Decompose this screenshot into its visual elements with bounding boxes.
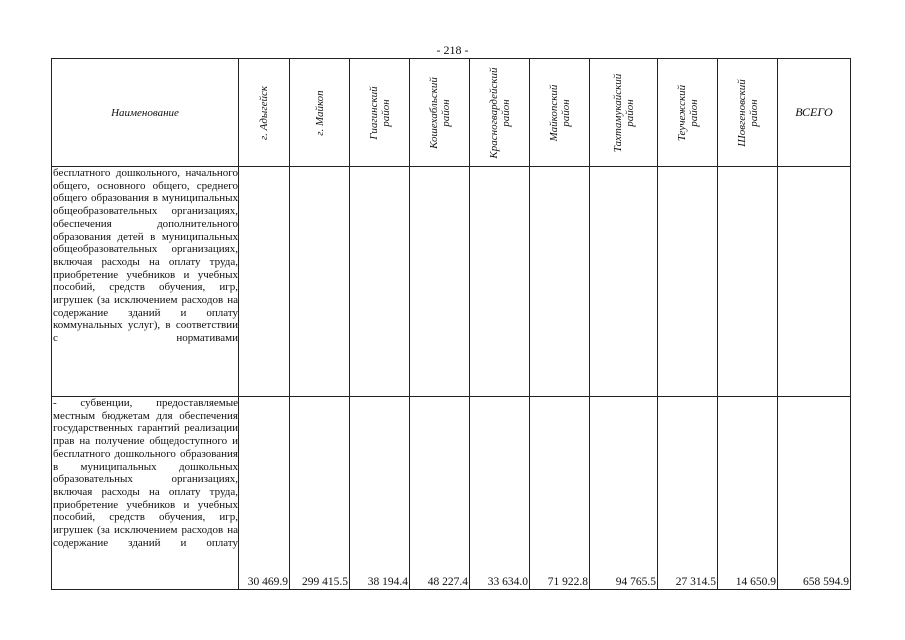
table-row	[52, 167, 851, 397]
column-header-takhtamukaysky	[590, 59, 658, 167]
column-header-label: г. Адыгейск	[258, 85, 270, 140]
table-cell	[470, 167, 530, 397]
table-cell: 94 765.5	[590, 397, 658, 590]
budget-table	[51, 58, 851, 590]
table-cell	[718, 167, 778, 397]
table-cell	[590, 167, 658, 397]
column-header-label: Майкопский район	[547, 84, 572, 141]
table-cell-total	[778, 167, 851, 397]
header-row	[52, 59, 851, 167]
table-cell	[290, 167, 350, 397]
row-description: - субвенции, предоставляемые местным бюджетам для обеспечения государственных гарантий реализации прав на получение общедоступного и бесплатного дошкольного образования в муниципальных дошкольных образовательных организациях, включая расходы на оплату труда, приобретение учебников и учебных пособий, средств обучения, игр, игрушек (за исключением расходов на содержание зданий и оплату	[52, 397, 239, 590]
column-header-label: Красногвардейский район	[487, 66, 512, 159]
table-cell	[239, 167, 290, 397]
column-header-maykopsky	[530, 59, 590, 167]
row-description: бесплатного дошкольного, начального общего, основного общего, среднего общего образования в муниципальных общеобразовательных организациях, обеспечения дополнительного образования детей в муниципальных общеобразовательных организациях, включая расходы на оплату труда, приобретение учебников и учебных пособий, средств обучения, игр, игрушек (за исключением расходов на содержание зданий и оплату коммунальных услуг), в соответствии с нормативами	[52, 167, 239, 397]
column-header-giaginsky	[350, 59, 410, 167]
column-header-total: ВСЕГО	[778, 59, 851, 167]
column-header-koshekhablsky	[410, 59, 470, 167]
column-header-shovgenovsky	[718, 59, 778, 167]
page-number: - 218 -	[436, 43, 469, 57]
column-header-teuchezhsky	[658, 59, 718, 167]
column-header-label: Шовгеновский район	[735, 78, 760, 147]
column-header-label: Теучежский район	[675, 84, 700, 141]
table-cell	[350, 167, 410, 397]
column-header-label: г. Майкоп	[313, 89, 326, 136]
column-header-label: Кошехабльский район	[427, 76, 452, 149]
column-header-krasnogvardeysky	[470, 59, 530, 167]
table-cell: 33 634.0	[470, 397, 530, 590]
column-header-name: Наименование	[52, 59, 239, 167]
table-cell: 299 415.5	[290, 397, 350, 590]
table-cell	[658, 167, 718, 397]
column-header-label: Гиагинский район	[367, 85, 392, 140]
column-header-maykop-city	[290, 59, 350, 167]
table-cell: 71 922.8	[530, 397, 590, 590]
column-header-label: Тахтамукайский район	[611, 73, 636, 152]
table-cell	[410, 167, 470, 397]
table-cell: 27 314.5	[658, 397, 718, 590]
table-cell: 30 469.9	[239, 397, 290, 590]
table-cell	[530, 167, 590, 397]
table-cell-total: 658 594.9	[778, 397, 851, 590]
table-cell: 14 650.9	[718, 397, 778, 590]
column-header-adygeysk	[239, 59, 290, 167]
table-row	[52, 397, 851, 590]
table-cell: 48 227.4	[410, 397, 470, 590]
table-cell: 38 194.4	[350, 397, 410, 590]
